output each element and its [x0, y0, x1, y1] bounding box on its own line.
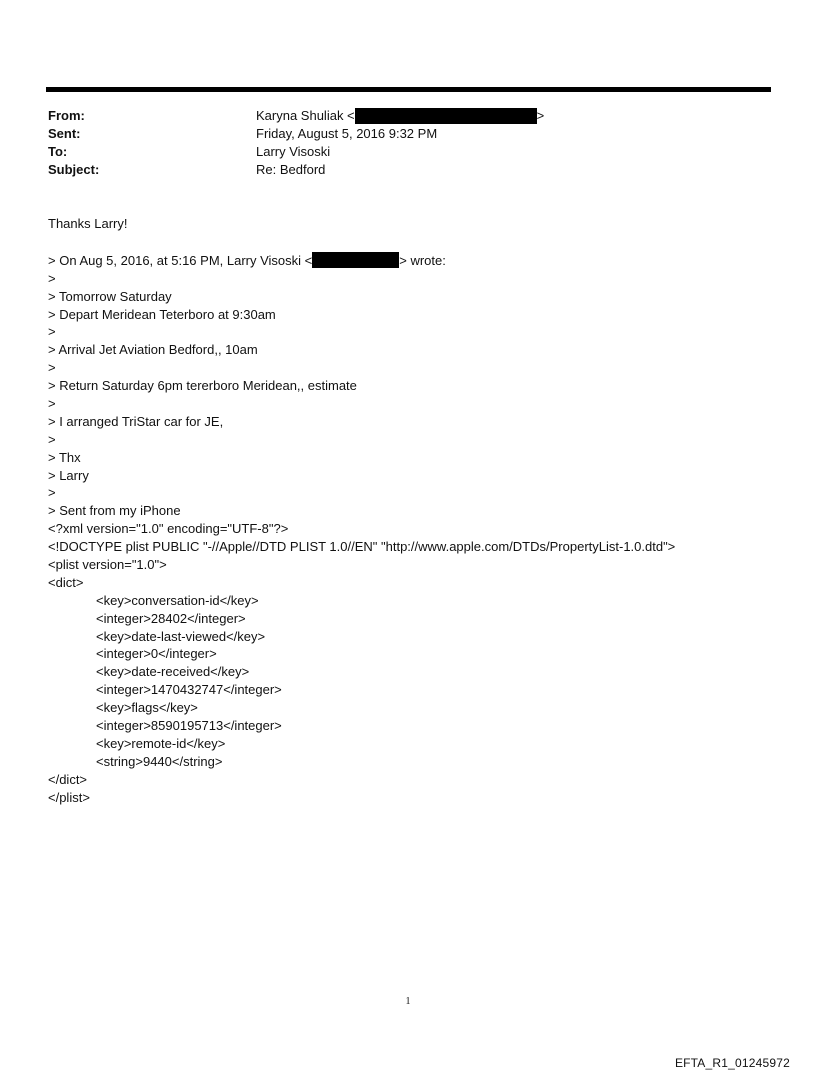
xml-line: <!DOCTYPE plist PUBLIC "-//Apple//DTD PLIST 1.0//EN" "http://www.apple.com/DTDs/PropertyList-1.0.dtd"> [48, 539, 676, 555]
email-body [48, 215, 788, 807]
redaction-box [355, 108, 537, 124]
quote-line: > [48, 431, 56, 447]
sent-row [48, 125, 748, 143]
page-number: 1 [405, 996, 411, 1007]
email-header [48, 107, 748, 179]
header-rule [46, 87, 771, 92]
greeting: Thanks Larry! [48, 216, 128, 231]
quote-line: > Thx [48, 449, 81, 465]
redaction-box [312, 252, 399, 268]
sent-value: Friday, August 5, 2016 9:32 PM [256, 126, 438, 141]
quote-intro-start: > On Aug 5, 2016, at 5:16 PM, Larry Visoski < [48, 252, 313, 268]
dict-line: <integer>28402</integer> [96, 610, 246, 626]
dict-line: <integer>0</integer> [96, 646, 217, 662]
from-row [48, 107, 748, 125]
dict-line: <string>9440</string> [96, 753, 223, 769]
quote-line: > Tomorrow Saturday [48, 288, 172, 304]
quote-line: > Larry [48, 467, 89, 483]
dict-line: <key>conversation-id</key> [96, 592, 259, 608]
quote-line: > Depart Meridean Teterboro at 9:30am [48, 306, 276, 322]
xml-line: <dict> [48, 574, 84, 590]
quote-intro-end: > wrote: [399, 252, 446, 268]
from-label: From: [48, 108, 85, 123]
subject-row [48, 161, 748, 179]
quote-line: > [48, 324, 56, 340]
dict-line: <key>date-received</key> [96, 664, 250, 680]
subject-label: Subject: [48, 162, 100, 177]
from-value [256, 107, 544, 125]
quote-line: > Return Saturday 6pm tererboro Meridean,, estimate [48, 378, 357, 394]
xml-line: <?xml version="1.0" encoding="UTF-8"?> [48, 521, 289, 537]
quote-line: > I arranged TriStar car for JE, [48, 413, 224, 429]
dict-line: <key>flags</key> [96, 700, 198, 716]
subject-value: Re: Bedford [256, 162, 326, 177]
quote-line: > [48, 396, 56, 412]
from-end: > [536, 108, 545, 123]
from-name: Karyna Shuliak < [256, 108, 355, 123]
quote-line: > Sent from my iPhone [48, 503, 181, 519]
quote-line: > [48, 270, 56, 286]
to-label: To: [48, 144, 68, 159]
dict-line: <key>remote-id</key> [96, 735, 226, 751]
dict-line: <key>date-last-viewed</key> [96, 628, 266, 644]
dict-line: <integer>8590195713</integer> [96, 718, 282, 734]
dict-line: <integer>1470432747</integer> [96, 682, 282, 698]
sent-label: Sent: [48, 126, 81, 141]
quote-line: > [48, 485, 56, 501]
document-id: EFTA_R1_01245972 [674, 1056, 790, 1070]
to-row [48, 143, 748, 161]
xml-closing-line: </dict> [48, 771, 88, 787]
quote-line: > [48, 360, 56, 376]
xml-line: <plist version="1.0"> [48, 557, 167, 573]
to-value: Larry Visoski [256, 144, 331, 159]
xml-closing-line: </plist> [48, 789, 90, 805]
quote-line: > Arrival Jet Aviation Bedford,, 10am [48, 342, 258, 358]
quote-intro [48, 252, 788, 270]
